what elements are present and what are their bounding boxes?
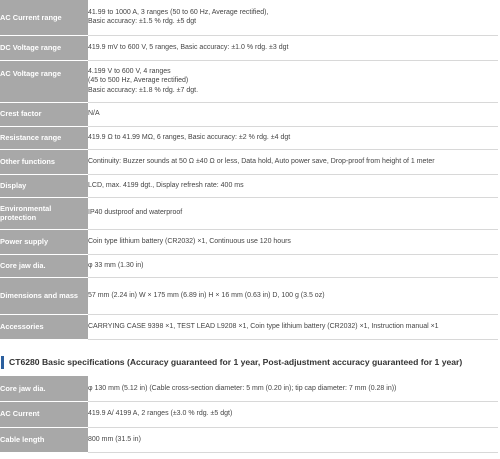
spec-value: N/A xyxy=(88,102,498,126)
spec-table-ct6280 xyxy=(0,376,498,453)
spec-key: AC Voltage range xyxy=(0,60,88,102)
table-row xyxy=(0,427,498,452)
table-row xyxy=(0,401,498,427)
spec-value: 800 mm (31.5 in) xyxy=(88,427,498,452)
spec-key: Crest factor xyxy=(0,102,88,126)
table-row xyxy=(0,197,498,229)
spec-value: LCD, max. 4199 dgt., Display refresh rate: 400 ms xyxy=(88,174,498,197)
table-row xyxy=(0,60,498,102)
spec-value: Continuity: Buzzer sounds at 50 Ω ±40 Ω or less, Data hold, Auto power save, Drop-proof from height of 1 meter xyxy=(88,149,498,174)
spec-value: 419.9 A/ 4199 A, 2 ranges (±3.0 % rdg. ±5 dgt) xyxy=(88,401,498,427)
table-row xyxy=(0,376,498,401)
spec-key: Power supply xyxy=(0,229,88,254)
spec-value: CARRYING CASE 9398 ×1, TEST LEAD L9208 ×1, Coin type lithium battery (CR2032) ×1, Instruction manual ×1 xyxy=(88,314,498,339)
spec-value: 419.9 mV to 600 V, 5 ranges, Basic accuracy: ±1.0 % rdg. ±3 dgt xyxy=(88,35,498,60)
table-row xyxy=(0,254,498,277)
spec-key: Core jaw dia. xyxy=(0,254,88,277)
spec-key: Other functions xyxy=(0,149,88,174)
table-row xyxy=(0,174,498,197)
spec-value: 41.99 to 1000 A, 3 ranges (50 to 60 Hz, Average rectified), Basic accuracy: ±1.5 % rdg. ±5 dgt xyxy=(88,0,498,35)
spec-key: Resistance range xyxy=(0,126,88,149)
spec-key: AC Current xyxy=(0,401,88,427)
spec-value: Coin type lithium battery (CR2032) ×1, Continuous use 120 hours xyxy=(88,229,498,254)
section-title: CT6280 Basic specifications (Accuracy guaranteed for 1 year, Post-adjustment accuracy guaranteed for 1 year) xyxy=(9,357,463,367)
table-row xyxy=(0,126,498,149)
table-row xyxy=(0,0,498,35)
table-row xyxy=(0,277,498,314)
spec-value: 4.199 V to 600 V, 4 ranges (45 to 500 Hz, Average rectified) Basic accuracy: ±1.8 % rdg. ±7 dgt. xyxy=(88,60,498,102)
spec-key: Accessories xyxy=(0,314,88,339)
spec-key: DC Voltage range xyxy=(0,35,88,60)
table-row xyxy=(0,314,498,339)
spec-key: Dimensions and mass xyxy=(0,277,88,314)
spec-key: AC Current range xyxy=(0,0,88,35)
table-row xyxy=(0,229,498,254)
spec-key: Display xyxy=(0,174,88,197)
spec-key: Core jaw dia. xyxy=(0,376,88,401)
table-row xyxy=(0,35,498,60)
spec-value: φ 33 mm (1.30 in) xyxy=(88,254,498,277)
table-row xyxy=(0,149,498,174)
section-accent-bar xyxy=(1,356,4,369)
spec-value: φ 130 mm (5.12 in) (Cable cross-section diameter: 5 mm (0.20 in); tip cap diameter: 7 mm (0.28 in)) xyxy=(88,376,498,401)
spec-value: IP40 dustproof and waterproof xyxy=(88,197,498,229)
section-heading xyxy=(0,355,498,369)
spec-key: Environmental protection xyxy=(0,197,88,229)
spec-value: 57 mm (2.24 in) W × 175 mm (6.89 in) H × 16 mm (0.63 in) D, 100 g (3.5 oz) xyxy=(88,277,498,314)
table-row xyxy=(0,102,498,126)
spec-value: 419.9 Ω to 41.99 MΩ, 6 ranges, Basic accuracy: ±2 % rdg. ±4 dgt xyxy=(88,126,498,149)
spec-key: Cable length xyxy=(0,427,88,452)
